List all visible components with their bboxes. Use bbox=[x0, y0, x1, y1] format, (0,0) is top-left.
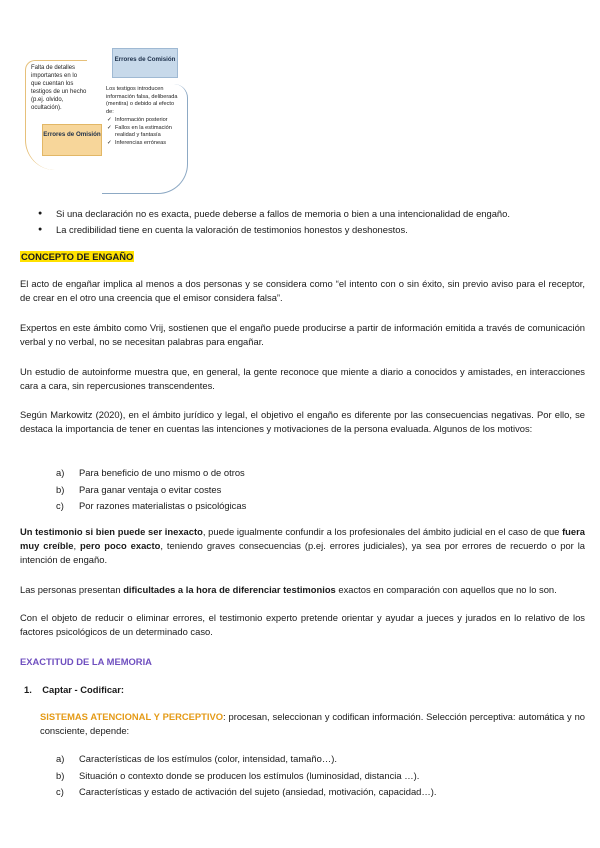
motive-item bbox=[56, 465, 576, 482]
factor-marker: c) bbox=[56, 786, 64, 797]
text-run: , teniendo graves consecuencias (p.ej. errores judiciales), ya sea por errores de recuerdo o por la intención de engaño. bbox=[20, 540, 585, 566]
heading-text: CONCEPTO DE ENGAÑO bbox=[21, 251, 134, 262]
commission-errors-box: Errores de Comisión bbox=[112, 48, 178, 78]
bullet-item: ● La credibilidad tiene en cuenta la valoración de testimonios honestos y deshonestos. bbox=[56, 222, 586, 238]
factor-text: Características y estado de activación del sujeto (ansiedad, motivación, capacidad…). bbox=[79, 786, 437, 797]
step-1 bbox=[24, 683, 589, 697]
text-run: , bbox=[73, 540, 81, 552]
text-run: : procesan, seleccionan y codifican información. Selección perceptiva: automática y no consciente, depende: bbox=[40, 711, 585, 737]
bold-phrase: pero poco exacto bbox=[80, 540, 161, 552]
motive-text: Para beneficio de uno mismo o de otros bbox=[79, 467, 245, 478]
paragraph-7: Con el objeto de reducir o eliminar errores, el testimonio experto pretende orientar y ayudar a jueces y jurados en lo relativo de los factores psicológicos de un determinado caso. bbox=[20, 612, 585, 638]
bold-phrase: dificultades a la hora de diferenciar testimonios bbox=[123, 584, 336, 595]
factor-item bbox=[56, 768, 576, 785]
motive-item bbox=[56, 482, 576, 499]
commission-note-list bbox=[106, 117, 183, 147]
step-label: Captar - Codificar: bbox=[42, 684, 125, 695]
factor-text: Situación o contexto donde se producen los estímulos (luminosidad, distancia …). bbox=[79, 769, 420, 781]
text-run: Las personas presentan bbox=[20, 584, 124, 595]
factor-item bbox=[56, 751, 576, 768]
motive-marker: a) bbox=[56, 467, 65, 478]
bold-phrase: fuera muy creíble bbox=[20, 526, 585, 552]
paragraph-4: Según Markowitz (2020), en el ámbito jurídico y legal, el objetivo el engaño es diferente por las consecuencias negativas. Por ello, se destaca la importancia de tener en cuentas las intenciones y motivaciones de la persona evaluada. Algunos de los motivos: bbox=[20, 409, 585, 435]
commission-note bbox=[102, 84, 188, 194]
factor-text: Características de los estímulos (color, intensidad, tamaño…). bbox=[79, 753, 337, 764]
motive-marker: c) bbox=[56, 500, 64, 511]
text-run: , puede igualmente confundir a los profesionales del ámbito judicial en el caso de que bbox=[202, 526, 563, 537]
orange-term: SISTEMAS ATENCIONAL Y PERCEPTIVO bbox=[40, 711, 224, 722]
paragraph-6 bbox=[20, 583, 585, 597]
paragraph-2: Expertos en este ámbito como Vrij, sostienen que el engaño puede producirse a partir de información emitida a través de comunicación verbal y no verbal, no se necesitan palabras para engañar. bbox=[20, 322, 585, 348]
commission-note-intro: Los testigos introducen información falsa, deliberada (mentira) o debido al efecto de: bbox=[106, 86, 178, 115]
motive-item bbox=[56, 498, 576, 515]
commission-note-item: ✓ Información posterior bbox=[115, 117, 183, 125]
bullet-item: ● Si una declaración no es exacta, puede deberse a fallos de memoria o bien a una intencionalidad de engaño. bbox=[56, 206, 586, 222]
intro-bullets bbox=[56, 206, 586, 238]
motive-marker: b) bbox=[56, 483, 65, 495]
heading-text: EXACTITUD DE LA MEMORIA bbox=[20, 656, 152, 667]
factor-marker: b) bbox=[56, 769, 65, 781]
bold-phrase: Un testimonio si bien puede ser inexacto bbox=[20, 526, 203, 537]
factor-item bbox=[56, 784, 576, 801]
errors-diagram bbox=[20, 46, 188, 194]
motives-list bbox=[56, 465, 576, 515]
omission-note: Falta de detalles importantes en lo que cuentan los testigos de un hecho (p.ej. olvido, ocultación). bbox=[25, 60, 87, 170]
paragraph-5 bbox=[20, 525, 585, 567]
factors-list bbox=[56, 751, 576, 801]
paragraph-1: El acto de engañar implica al menos a dos personas y se considera como “el intento con o sin éxito, sin previo aviso para el receptor, de crear en el otro una creencia que el emisor considera falsa”. bbox=[20, 278, 585, 304]
heading-concepto-engano bbox=[20, 250, 585, 264]
paragraph-8 bbox=[40, 710, 585, 738]
factor-marker: a) bbox=[56, 753, 65, 764]
commission-note-item: ✓ Inferencias erróneas bbox=[115, 140, 183, 148]
paragraph-3: Un estudio de autoinforme muestra que, en general, la gente reconoce que miente a diario a conocidos y amistades, en interacciones cara a cara, sin repercusiones transcendentes. bbox=[20, 366, 585, 392]
motive-text: Por razones materialistas o psicológicas bbox=[79, 500, 247, 511]
motive-text: Para ganar ventaja o evitar costes bbox=[79, 483, 222, 495]
omission-errors-box: Errores de Omisión bbox=[42, 124, 102, 156]
text-run: exactos en comparación con aquellos que no lo son. bbox=[335, 584, 557, 595]
heading-exactitud-memoria bbox=[20, 655, 585, 669]
commission-note-item: ✓ Fallos en la estimación realidad y fantasía bbox=[115, 125, 183, 140]
step-number: 1. bbox=[24, 684, 32, 695]
